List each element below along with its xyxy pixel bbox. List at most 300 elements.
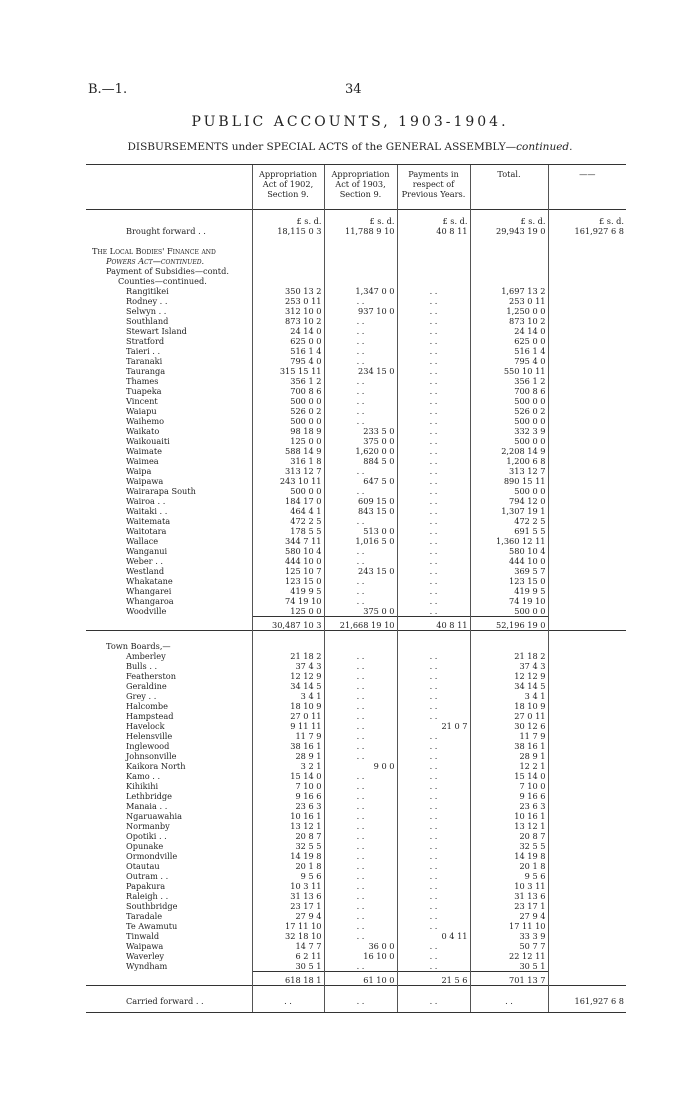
county-row-name: Whakatane [126,576,173,586]
town-board-row-value-t: 33 3 9 [470,931,548,941]
town-board-row [86,771,626,781]
county-row [86,606,626,617]
town-board-row [86,901,626,911]
county-row-blank [548,426,626,436]
town-board-row-value-c: . . [397,711,470,721]
county-row-value-a: 625 0 0 [252,336,324,346]
town-board-row [86,711,626,721]
county-row-value-a: 74 19 10 [252,596,324,606]
county-row-value-t: 516 1 4 [470,346,548,356]
county-row-blank [548,566,626,576]
county-row-name: Thames [126,376,159,386]
carried-forward-label: Carried forward [126,996,194,1006]
county-row-value-t: 500 0 0 [470,396,548,406]
county-row-value-a: 350 13 2 [252,286,324,296]
county-row-value-b: . . [324,416,397,426]
town-board-row-blank [548,871,626,881]
town-board-row-name: Kihikihi [126,781,159,791]
county-row-value-b: 513 0 0 [324,526,397,536]
county-row-blank [548,486,626,496]
town-board-row-value-c: . . [397,951,470,961]
cf-value: . . [470,996,548,1013]
town-board-row-value-a: 32 5 5 [252,841,324,851]
county-row-name: Weber . . [126,556,164,566]
town-board-row-value-b: . . [324,961,397,972]
town-board-row-value-b: . . [324,711,397,721]
county-row [86,426,626,436]
town-board-row-name: Bulls . . [126,661,158,671]
subsection-town-boards: Town Boards,— [106,641,171,651]
county-row-value-t: 1,360 12 11 [470,536,548,546]
town-board-row-value-c: . . [397,831,470,841]
town-board-row-blank [548,831,626,841]
town-board-row-blank [548,701,626,711]
subsection-row [86,266,626,276]
county-row [86,436,626,446]
county-row-value-b: . . [324,596,397,606]
town-board-row-value-b: . . [324,891,397,901]
county-row-name: Selwyn . . [126,306,167,316]
town-board-row [86,961,626,972]
page-subtitle [0,141,700,153]
bf-value: 40 8 11 [397,226,470,236]
county-row [86,336,626,346]
town-board-row-blank [548,961,626,972]
county-row-value-a: 316 1 8 [252,456,324,466]
town-board-row-name: Taradale [126,911,163,921]
county-row-name: Westland [126,566,165,576]
town-board-row-name: Featherston [126,671,176,681]
town-board-row [86,661,626,671]
town-board-row-value-b: . . [324,861,397,871]
leader-dots: . . [195,996,204,1006]
county-row-value-t: 500 0 0 [470,606,548,617]
town-board-row-name: Lethbridge [126,791,172,801]
county-row-value-t: 369 5 7 [470,566,548,576]
county-row-value-c: . . [397,456,470,466]
county-row-value-t: 580 10 4 [470,546,548,556]
town-board-row-name: Waverley [126,951,165,961]
county-row [86,496,626,506]
bf-value: 11,788 9 10 [324,226,397,236]
county-row-blank [548,286,626,296]
town-board-row [86,911,626,921]
town-board-row-value-b: . . [324,821,397,831]
county-row-name: Southland [126,316,169,326]
county-row-value-t: 1,307 19 1 [470,506,548,516]
town-board-row-value-b: . . [324,741,397,751]
town-board-row-value-c: . . [397,671,470,681]
town-board-row-blank [548,781,626,791]
town-board-row [86,761,626,771]
county-row-blank [548,376,626,386]
town-board-row-name: Normanby [126,821,170,831]
town-board-row-value-c: . . [397,801,470,811]
county-row-blank [548,596,626,606]
county-row-blank [548,466,626,476]
town-board-row-value-b: . . [324,671,397,681]
town-board-row-value-a: 6 2 11 [252,951,324,961]
county-row-value-a: 500 0 0 [252,486,324,496]
town-board-row-value-b: . . [324,791,397,801]
county-row-name: Waitaki . . [126,506,168,516]
town-board-row [86,841,626,851]
county-row [86,376,626,386]
county-row-value-c: . . [397,556,470,566]
county-row [86,466,626,476]
town-board-row [86,891,626,901]
town-board-row-blank [548,891,626,901]
town-board-row-name: Ormondville [126,851,178,861]
town-board-row-value-a: 13 12 1 [252,821,324,831]
town-board-row-blank [548,861,626,871]
county-row-value-a: 526 0 2 [252,406,324,416]
county-row-value-a: 356 1 2 [252,376,324,386]
town-board-row-value-c: . . [397,661,470,671]
county-row-blank [548,336,626,346]
town-board-row-value-b: . . [324,751,397,761]
town-board-row-value-c: . . [397,791,470,801]
town-board-row-name: Helensville [126,731,173,741]
county-row-value-t: 332 3 9 [470,426,548,436]
col-header-approp-1903: Appropriation Act of 1903, Section 9. [324,165,397,210]
town-board-row [86,811,626,821]
town-board-row-blank [548,951,626,961]
town-board-row-name: Inglewood [126,741,170,751]
town-board-row-value-c: . . [397,741,470,751]
county-row-value-t: 795 4 0 [470,356,548,366]
leader-dots: . . [198,226,206,236]
town-board-row-value-t: 17 11 10 [470,921,548,931]
town-board-row-name: Halcombe [126,701,169,711]
town-board-row-blank [548,671,626,681]
town-board-row-value-a: 9 11 11 [252,721,324,731]
county-row [86,446,626,456]
county-row-value-c: . . [397,316,470,326]
town-board-row-value-b: . . [324,661,397,671]
town-board-row-value-b: . . [324,811,397,821]
cf-value: . . [324,996,397,1013]
town-board-row-value-t: 12 12 9 [470,671,548,681]
town-board-row-value-t: 10 16 1 [470,811,548,821]
town-board-row-value-c: . . [397,891,470,901]
subsection-counties: Counties—continued. [118,276,207,286]
county-row-value-t: 1,250 0 0 [470,306,548,316]
counties-total-row [86,617,626,631]
county-row-name: Waimea [126,456,159,466]
county-row-value-b: . . [324,546,397,556]
county-row-value-t: 1,697 13 2 [470,286,548,296]
town-board-row-value-c: . . [397,841,470,851]
town-board-row-value-b: 36 0 0 [324,941,397,951]
county-row-value-t: 500 0 0 [470,486,548,496]
page-header [88,82,608,100]
town-board-row-value-c: . . [397,811,470,821]
town-board-row-value-b: . . [324,781,397,791]
counties-total-c: 40 8 11 [397,617,470,631]
county-row-blank [548,576,626,586]
county-row-value-a: 315 15 11 [252,366,324,376]
town-board-row-value-a: 30 5 1 [252,961,324,972]
county-row-blank [548,406,626,416]
town-board-row-value-b: . . [324,901,397,911]
county-row-value-b: . . [324,406,397,416]
county-row [86,566,626,576]
county-row [86,366,626,376]
town-board-row-blank [548,851,626,861]
town-board-row-value-t: 18 10 9 [470,701,548,711]
town-board-row-blank [548,881,626,891]
town-board-row-value-b: . . [324,851,397,861]
town-board-row-value-t: 27 0 11 [470,711,548,721]
town-board-row-value-b: . . [324,881,397,891]
county-row [86,406,626,416]
town-board-row-value-b: . . [324,831,397,841]
county-row [86,316,626,326]
county-row-value-a: 24 14 0 [252,326,324,336]
town-board-row-blank [548,761,626,771]
county-row-value-b: . . [324,336,397,346]
town-board-row-value-b: . . [324,931,397,941]
counties-total-b: 21,668 19 10 [324,617,397,631]
carried-forward-row [86,996,626,1013]
town-board-row-value-c: . . [397,871,470,881]
county-row-blank [548,546,626,556]
county-row-value-t: 550 10 11 [470,366,548,376]
town-board-row-value-a: 17 11 10 [252,921,324,931]
town-board-row-value-a: 9 5 6 [252,871,324,881]
county-row-value-b: . . [324,376,397,386]
county-row-blank [548,356,626,366]
county-row-name: Waihemo [126,416,165,426]
county-row-name: Wanganui [126,546,168,556]
county-row-value-a: 313 12 7 [252,466,324,476]
county-row-value-a: 700 8 6 [252,386,324,396]
county-row-value-t: 253 0 11 [470,296,548,306]
town-board-row [86,851,626,861]
county-row [86,296,626,306]
county-row-value-c: . . [397,286,470,296]
town-board-row-value-c: . . [397,751,470,761]
county-row-value-b: . . [324,586,397,596]
town-board-row-value-c: . . [397,881,470,891]
town-board-row [86,791,626,801]
county-row-value-a: 472 2 5 [252,516,324,526]
town-board-row-value-c: . . [397,961,470,972]
county-row-value-b: 233 5 0 [324,426,397,436]
county-row-name: Waitotara [126,526,167,536]
county-row-name: Vincent [126,396,158,406]
town-board-row-name: Opotiki . . [126,831,167,841]
county-row-value-b: . . [324,386,397,396]
currency-row [86,210,626,227]
county-row-value-b: 1,347 0 0 [324,286,397,296]
county-row-value-c: . . [397,486,470,496]
town-board-row-value-t: 20 8 7 [470,831,548,841]
col-header-total: Total. [470,165,548,210]
currency-unit: £ s. d. [548,210,626,227]
county-row-name: Stratford [126,336,165,346]
county-row [86,596,626,606]
county-row-value-t: 873 10 2 [470,316,548,326]
town-board-row-name: Wyndham [126,961,168,971]
county-row-name: Wairarapa South [126,486,196,496]
col-header-approp-1902: Appropriation Act of 1902, Section 9. [252,165,324,210]
county-row-value-c: . . [397,426,470,436]
town-board-row-value-b: 9 0 0 [324,761,397,771]
town-board-row-value-t: 22 12 11 [470,951,548,961]
town-board-row-blank [548,751,626,761]
col-header-dash: —— [548,165,626,210]
section-title: The Local Bodies' Finance and [92,246,216,256]
town-board-row-blank [548,931,626,941]
town-board-row-value-c: . . [397,761,470,771]
town-board-row-value-b: . . [324,841,397,851]
town-board-row-value-a: 7 10 0 [252,781,324,791]
col-header-previous-years: Payments in respect of Previous Years. [397,165,470,210]
county-row-value-c: . . [397,606,470,617]
town-board-row-value-t: 9 5 6 [470,871,548,881]
county-row-value-a: 243 10 11 [252,476,324,486]
county-row-value-c: . . [397,386,470,396]
county-row-value-c: . . [397,406,470,416]
town-board-row-value-t: 20 1 8 [470,861,548,871]
county-row-value-b: . . [324,316,397,326]
town-board-row-value-a: 10 16 1 [252,811,324,821]
town-board-row-value-t: 21 18 2 [470,651,548,661]
county-row-value-c: . . [397,516,470,526]
county-row-value-b: . . [324,556,397,566]
county-row-value-b: 1,016 5 0 [324,536,397,546]
section-title-row [86,246,626,256]
town-boards-total-t: 701 13 7 [470,972,548,986]
county-row-value-a: 464 4 1 [252,506,324,516]
county-row-value-t: 24 14 0 [470,326,548,336]
town-board-row-value-t: 15 14 0 [470,771,548,781]
county-row [86,486,626,496]
county-row-name: Waikato [126,426,160,436]
header-blank [86,165,252,210]
county-row-value-b: 375 0 0 [324,436,397,446]
town-board-row-name: Hampstead [126,711,174,721]
town-boards-total-c: 21 5 6 [397,972,470,986]
county-row-value-c: . . [397,566,470,576]
town-boards-total-row [86,972,626,986]
town-board-row-value-a: 21 18 2 [252,651,324,661]
town-board-row-value-a: 20 1 8 [252,861,324,871]
county-row-value-b: . . [324,486,397,496]
county-row-name: Waikouaiti [126,436,170,446]
county-row-blank [548,326,626,336]
county-row [86,346,626,356]
county-row-value-c: . . [397,546,470,556]
county-row-value-b: 234 15 0 [324,366,397,376]
county-row [86,476,626,486]
county-row-value-c: . . [397,496,470,506]
county-row-value-a: 588 14 9 [252,446,324,456]
town-board-row [86,691,626,701]
county-row-value-c: . . [397,526,470,536]
county-row-blank [548,496,626,506]
town-board-row-value-t: 14 19 8 [470,851,548,861]
county-row-blank [548,516,626,526]
town-board-row [86,721,626,731]
town-board-row-value-a: 3 4 1 [252,691,324,701]
county-row-value-c: . . [397,576,470,586]
page-title: PUBLIC ACCOUNTS, 1903-1904. [191,114,509,130]
county-row-value-t: 794 12 0 [470,496,548,506]
brought-forward-row [86,226,626,236]
county-row-value-a: 873 10 2 [252,316,324,326]
town-board-row-name: Outram . . [126,871,169,881]
county-row-value-b: . . [324,356,397,366]
town-board-row-blank [548,841,626,851]
county-row-value-c: . . [397,476,470,486]
town-board-row-name: Tinwald [126,931,160,941]
town-board-row-value-c: . . [397,941,470,951]
county-row-value-c: . . [397,446,470,456]
county-row-name: Waipa [126,466,152,476]
county-row-name: Taranaki [126,356,163,366]
county-row-value-a: 500 0 0 [252,396,324,406]
town-board-row [86,921,626,931]
county-row [86,576,626,586]
town-board-row-name: Manaia . . [126,801,168,811]
county-row-value-a: 123 15 0 [252,576,324,586]
town-board-row-name: Kamo . . [126,771,161,781]
town-board-row-value-b: . . [324,801,397,811]
county-row-value-t: 890 15 11 [470,476,548,486]
town-board-row-value-a: 32 18 10 [252,931,324,941]
town-board-row-value-t: 37 4 3 [470,661,548,671]
town-board-row-name: Southbridge [126,901,178,911]
section-title-continued: Powers Act—continued. [106,256,205,266]
county-row-blank [548,416,626,426]
town-board-row-name: Raleigh . . [126,891,169,901]
town-board-row-value-t: 9 16 6 [470,791,548,801]
town-board-row-name: Papakura [126,881,166,891]
town-board-row [86,781,626,791]
town-board-row-value-c: 0 4 11 [397,931,470,941]
county-row-value-c: . . [397,346,470,356]
county-row-blank [548,506,626,516]
county-row-value-a: 184 17 0 [252,496,324,506]
town-board-row [86,821,626,831]
cf-value: 161,927 6 8 [548,996,626,1013]
town-board-row-value-c: . . [397,921,470,931]
town-board-row-value-a: 38 16 1 [252,741,324,751]
town-board-row-value-t: 28 9 1 [470,751,548,761]
town-board-row-blank [548,821,626,831]
town-board-row-blank [548,901,626,911]
table-header-row [86,165,626,210]
town-board-row-value-a: 3 2 1 [252,761,324,771]
county-row-blank [548,436,626,446]
town-board-row-value-c: . . [397,911,470,921]
town-board-row-name: Geraldine [126,681,167,691]
county-row-value-a: 580 10 4 [252,546,324,556]
town-board-row-blank [548,731,626,741]
county-row-value-t: 2,208 14 9 [470,446,548,456]
county-row-value-a: 344 7 11 [252,536,324,546]
town-board-row-value-b: . . [324,731,397,741]
disbursements-table [86,164,626,1013]
county-row [86,586,626,596]
town-board-row [86,741,626,751]
county-row-value-a: 312 10 0 [252,306,324,316]
town-board-row-name: Havelock [126,721,165,731]
county-row [86,526,626,536]
